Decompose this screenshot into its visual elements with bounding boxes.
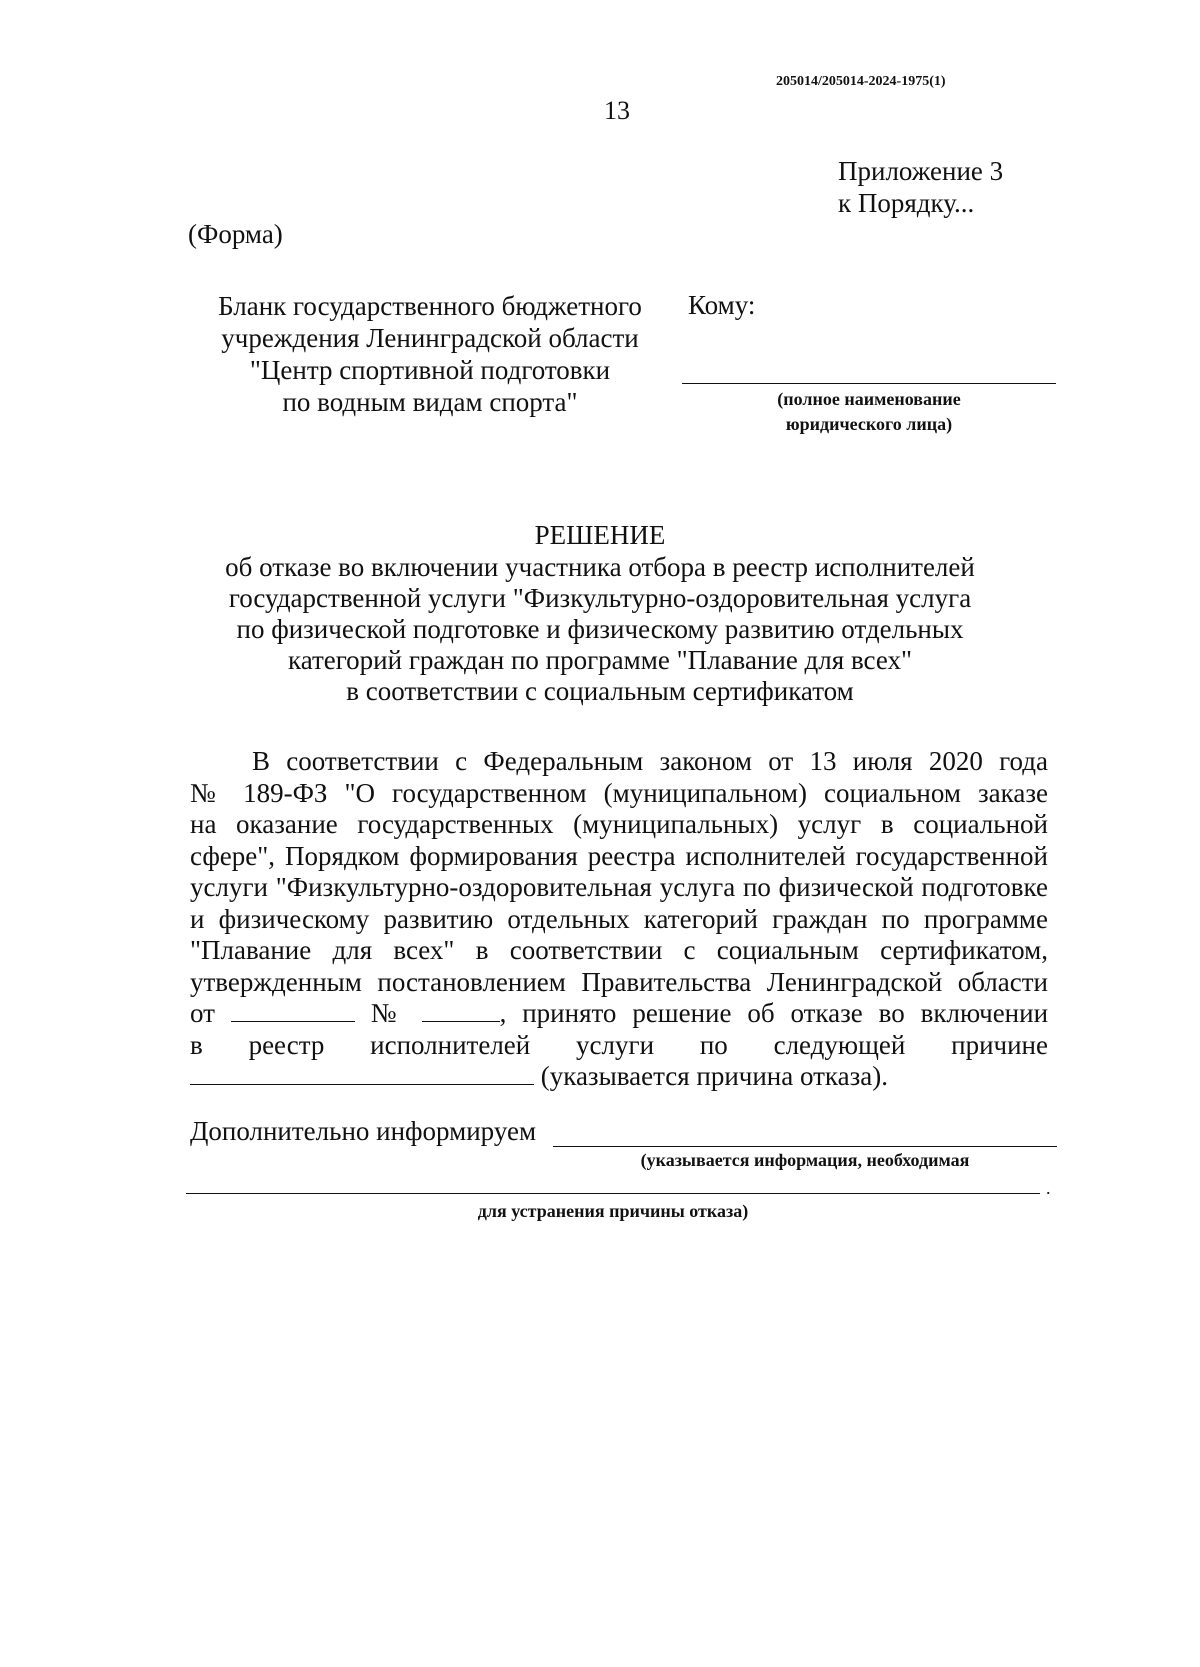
page-number: 13 (604, 96, 630, 125)
additional-info-note-2: для устранения причины отказа) (477, 1201, 749, 1221)
recipient-note-line: (полное наименование (777, 389, 961, 409)
appendix-reference (838, 155, 1003, 219)
body-line-date-number (190, 998, 1048, 1030)
reason-blank[interactable] (190, 1062, 534, 1085)
body-line: № 189-ФЗ "О государственном (муниципальном) социальном заказе (190, 777, 1048, 808)
decision-subtitle (150, 552, 1050, 707)
body-line: на оказание государственных (муниципальных) услуг в социальной (190, 809, 1048, 839)
sender-line: по водным видам спорта" (282, 387, 578, 417)
form-label: (Форма) (188, 219, 283, 249)
additional-info-blank-line[interactable] (553, 1146, 1057, 1147)
subtitle-line: государственной услуги "Физкультурно-оздоровительная услуга (228, 583, 972, 613)
recipient-blank-line[interactable] (682, 383, 1056, 384)
body-line: в реестр исполнителей услуги по следующей причине (190, 1029, 1048, 1060)
body-line: услуги "Физкультурно-оздоровительная услуга по физической подготовке (190, 872, 1048, 902)
body-line-reason (190, 1061, 1048, 1093)
date-blank[interactable] (231, 999, 355, 1022)
from-label: от (190, 998, 215, 1028)
additional-info-note: (указывается информация, необходимая (640, 1150, 970, 1170)
document-id: 205014/205014-2024-1975(1) (776, 74, 946, 89)
subtitle-line: об отказе во включении участника отбора в реестр исполнителей (225, 552, 975, 582)
reason-note: (указывается причина отказа). (534, 1061, 889, 1091)
recipient-note (682, 387, 1056, 437)
sender-line: учреждения Ленинградской области (221, 323, 639, 353)
number-blank[interactable] (422, 999, 500, 1022)
body-line: и физическому развитию отдельных категорий граждан по программе (190, 903, 1048, 934)
body-line: утвержденным постановлением Правительства Ленинградской области (190, 966, 1048, 997)
appendix-line: к Порядку... (838, 188, 975, 218)
sender-block (200, 290, 660, 418)
recipient-note-line: юридического лица) (785, 414, 953, 434)
decision-body (190, 746, 1048, 1093)
body-line: сфере", Порядком формирования реестра исполнителей государственной (190, 840, 1048, 871)
additional-info-dot: . (1046, 1178, 1051, 1198)
recipient-label: Кому: (688, 290, 756, 320)
appendix-line: Приложение 3 (838, 156, 1004, 186)
number-label: № (370, 998, 406, 1028)
body-line: "Плавание для всех" в соответствии с социальным сертификатом, (190, 935, 1048, 965)
subtitle-line: по физической подготовке и физическому развитию отдельных (236, 614, 964, 644)
subtitle-line: в соответствии с социальным сертификатом (346, 676, 854, 706)
additional-info-label: Дополнительно информируем (190, 1116, 537, 1146)
decision-title: РЕШЕНИЕ (534, 520, 666, 550)
sender-line: "Центр спортивной подготовки (249, 355, 611, 385)
sender-line: Бланк государственного бюджетного (218, 291, 642, 321)
decision-text: , принято решение об отказе во включении (499, 998, 1049, 1028)
additional-info-blank-line-2[interactable] (186, 1193, 1040, 1194)
body-line: В соответствии с Федеральным законом от 13 июля 2020 года (252, 746, 1048, 776)
subtitle-line: категорий граждан по программе "Плавание для всех" (288, 645, 912, 675)
